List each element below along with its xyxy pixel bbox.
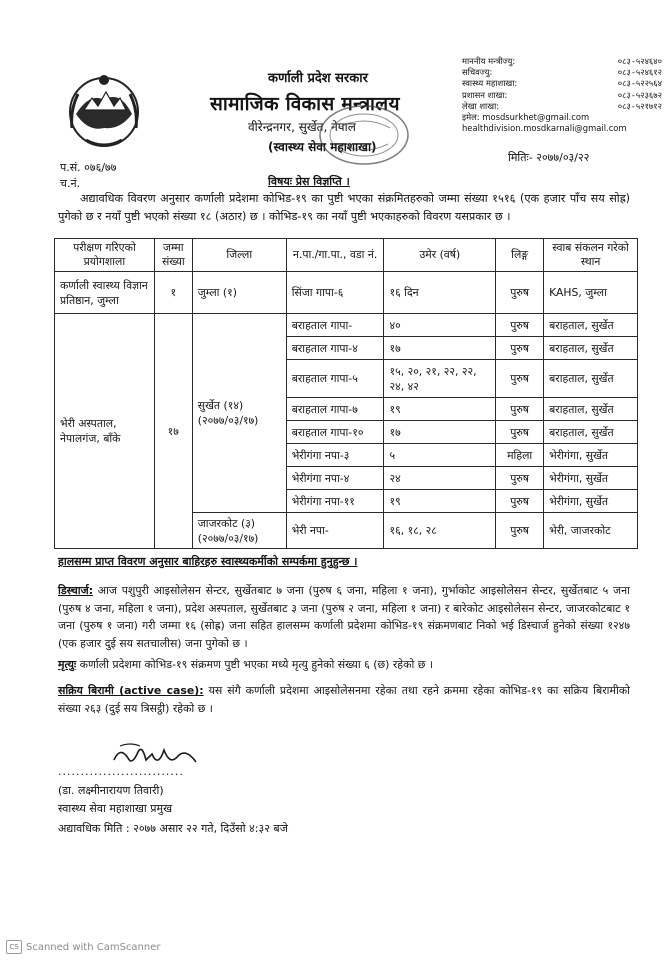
sex-cell: महिला: [496, 444, 544, 467]
location-cell: भेरी, जाजरकोट: [544, 513, 638, 549]
sex-cell: पुरुष: [496, 314, 544, 337]
discharge-text: आज पशुपुरी आइसोलेसन सेन्टर, सुर्खेतबाट ७ जना (पुरुष ६ जना, महिला १ जना), गुर्भाकोट आइसोलेसन सेन्टर, सुर्खेतबाट ५ जना (पुरुष ४ जना, महिला १ जना), प्रदेश अस्पताल, सुर्खेतबाट ३ जना (पुरुष २ जना, महिला १ जना) र बारेकोट आइसोलेसन सेन्टर, जाजरकोटबाट १ जना (पुरुष १ जना) गरी जम्मा १६ (सोह्र) जना सहित हालसम्म कर्णाली प्रदेशमा कोभिड-१९ संक्रमणबाट निको भई डिस्चार्ज हुनेको संख्या १२४७ (एक हजार दुई सय सतचालीस) जना पुगेको छ ।: [58, 584, 630, 650]
contact-row: [462, 101, 662, 112]
email-address[interactable]: mosdsurkhet@gmail.com: [482, 112, 590, 123]
location-cell: बराहताल, सुर्खेत: [544, 421, 638, 444]
contact-label: माननीय मन्त्रीज्यु:: [462, 56, 516, 66]
column-header: उमेर (वर्ष): [384, 239, 496, 272]
scanner-watermark: [6, 940, 161, 954]
age-cell: १६, १८, २८: [384, 513, 496, 549]
district-name: जाजरकोट (३): [197, 516, 256, 530]
section-name: (स्वास्थ्य सेवा महाशाखा): [268, 140, 377, 154]
contact-number: ०८३-५२३६७२: [617, 89, 662, 100]
active-case-paragraph: [58, 682, 630, 717]
active-text: यस संगै कर्णाली प्रदेशमा आइसोलेसनमा रहेका तथा रहने क्रममा रहेका कोभिड-१९ का सक्रिय बिरामीको संख्या २६३ (दुई सय त्रिसट्ठी) रहेको छ ।: [58, 684, 630, 715]
contact-label: स्वास्थ्य महाशाखा:: [462, 78, 518, 89]
official-seal-stamp: [318, 104, 410, 166]
age-cell: २४: [384, 467, 496, 490]
sex-cell: पुरुष: [496, 398, 544, 421]
column-header: न.पा./गा.पा., वडा नं.: [286, 239, 384, 272]
signer-title: स्वास्थ्य सेवा महाशाखा प्रमुख: [58, 802, 173, 815]
sex-cell: पुरुष: [496, 360, 544, 398]
camscanner-icon: CS: [6, 940, 22, 954]
ministry-address: वीरेन्द्रनगर, सुर्खेत, नेपाल: [248, 120, 356, 134]
place-cell: बराहताल गापा-४: [286, 337, 384, 360]
sex-cell: पुरुष: [496, 337, 544, 360]
place-cell: भेरीगंगा नपा-३: [286, 444, 384, 467]
contact-label: प्रशासन शाखा:: [462, 89, 508, 100]
email-row: [462, 112, 662, 123]
column-header: लिङ्ग: [496, 239, 544, 272]
age-cell: १९: [384, 398, 496, 421]
issue-date: मितिः- २०७७/०३/२२: [508, 151, 590, 164]
sex-cell: पुरुष: [496, 421, 544, 444]
age-cell: १६ दिन: [384, 272, 496, 314]
contact-row: [462, 90, 662, 101]
watermark-text: Scanned with CamScanner: [26, 941, 161, 953]
total-cell: १: [154, 272, 192, 314]
place-cell: भेरीगंगा नपा-११: [286, 490, 384, 513]
column-header: स्वाब संकलन गरेको स्थान: [544, 239, 638, 272]
active-label: सक्रिय बिरामी (active case):: [58, 684, 204, 697]
place-cell: बराहताल गापा-: [286, 314, 384, 337]
district-cell: [192, 513, 286, 549]
district-cell: [192, 314, 286, 513]
death-text: कर्णाली प्रदेशमा कोभिड-१९ संक्रमण पुष्टी भएका मध्ये मृत्यु हुनेको संख्या ६ (छ) रहेको छ ।: [79, 658, 433, 671]
lab-cell: भेरी अस्पताल, नेपालगंज, बाँके: [55, 314, 155, 549]
sex-cell: पुरुष: [496, 272, 544, 314]
new-cases-table: [54, 238, 638, 549]
contact-row: [462, 78, 662, 89]
intro-paragraph: अद्यावधिक विवरण अनुसार कर्णाली प्रदेशमा कोभिड-१९ का पुष्टी भएका संक्रमितहरुको जम्मा संख्या १५१६ (एक हजार पाँच सय सोह्र) पुगेको छ र नयाँ पुष्टी भएको संख्या १८ (अठार) छ । कोभिड-१९ का नयाँ पुष्टी भएकाहरुको विवरण यसप्रकार छ ।: [58, 192, 630, 223]
contact-row: [462, 56, 662, 67]
location-cell: बराहताल, सुर्खेत: [544, 337, 638, 360]
signer-name: (डा. लक्ष्मीनारायण तिवारी): [58, 784, 164, 797]
place-cell: बराहताल गापा-५: [286, 360, 384, 398]
place-cell: भेरी नपा-: [286, 513, 384, 549]
discharge-paragraph: [58, 582, 630, 652]
contact-label: लेखा शाखा:: [462, 100, 500, 111]
table-note: हालसम्म प्राप्त विवरण अनुसार बाहिरहरु स्वास्थ्यकर्मीको सम्पर्कमा हुनुहुन्छ ।: [58, 555, 358, 568]
sex-cell: पुरुष: [496, 467, 544, 490]
place-cell: बराहताल गापा-७: [286, 398, 384, 421]
location-cell: भेरीगंगा, सुर्खेत: [544, 467, 638, 490]
column-header: परीक्षण गरिएको प्रयोगशाला: [55, 239, 155, 272]
ministry-name: सामाजिक विकास मन्त्रालय: [210, 93, 400, 115]
district-name: सुर्खेत (१४): [197, 399, 244, 412]
total-cell: १७: [154, 314, 192, 549]
age-cell: १९: [384, 490, 496, 513]
district-date: (२०७७/०३/१७): [197, 414, 259, 427]
death-paragraph: [58, 656, 630, 674]
contact-row: [462, 67, 662, 78]
location-cell: KAHS, जुम्ला: [544, 272, 638, 314]
contact-number: ०८३-५२१७१२: [617, 100, 662, 111]
age-cell: १५, २०, २१, २२, २२, २४, ४२: [384, 360, 496, 398]
age-cell: ५: [384, 444, 496, 467]
discharge-label: डिस्चार्ज:: [58, 584, 94, 597]
place-cell: बराहताल गापा-१०: [286, 421, 384, 444]
reference-number: प.सं. ०७६/७७: [60, 161, 117, 174]
contact-number: ०८३-५२४६४०: [617, 56, 662, 66]
district-cell: जुम्ला (१): [192, 272, 286, 314]
updated-timestamp: अद्यावधिक मिति : २०७७ असार २२ गते, दिउँसो ४:३२ बजे: [58, 822, 288, 835]
column-header: जिल्ला: [192, 239, 286, 272]
death-label: मृत्युः: [58, 658, 77, 671]
age-cell: १७: [384, 337, 496, 360]
place-cell: भेरीगंगा नपा-४: [286, 467, 384, 490]
table-row: [55, 314, 638, 337]
location-cell: भेरीगंगा, सुर्खेत: [544, 444, 638, 467]
location-cell: बराहताल, सुर्खेत: [544, 398, 638, 421]
sex-cell: पुरुष: [496, 513, 544, 549]
location-cell: बराहताल, सुर्खेत: [544, 360, 638, 398]
age-cell: १७: [384, 421, 496, 444]
contact-number: ०८३-५२२५६४: [617, 78, 662, 89]
contact-number: ०८३-५२४६१२: [617, 67, 662, 78]
contact-list: [462, 56, 662, 134]
column-header: जम्मा संख्या: [154, 239, 192, 272]
email-address-2[interactable]: healthdivision.mosdkarnali@gmail.com: [462, 123, 627, 134]
table-header-row: [55, 239, 638, 272]
location-cell: बराहताल, सुर्खेत: [544, 314, 638, 337]
email-row-2: [462, 123, 662, 134]
age-cell: ४०: [384, 314, 496, 337]
dispatch-number: च.नं.: [60, 177, 81, 190]
signature-line: ............................: [58, 765, 184, 778]
government-name: कर्णाली प्रदेश सरकार: [268, 71, 368, 86]
email-label: इमेल:: [462, 112, 480, 123]
subject-line: विषयः प्रेस विज्ञप्ति ।: [268, 175, 350, 188]
sex-cell: पुरुष: [496, 490, 544, 513]
table-row: [55, 272, 638, 314]
lab-cell: कर्णाली स्वास्थ्य विज्ञान प्रतिष्ठान, जुम्ला: [55, 272, 155, 314]
nepal-emblem-logo: [62, 70, 146, 152]
location-cell: भेरीगंगा, सुर्खेत: [544, 490, 638, 513]
place-cell: सिंजा गापा-६: [286, 272, 384, 314]
contact-label: सचिवज्यु:: [462, 67, 493, 78]
district-date: (२०७७/०३/१७): [197, 531, 259, 545]
